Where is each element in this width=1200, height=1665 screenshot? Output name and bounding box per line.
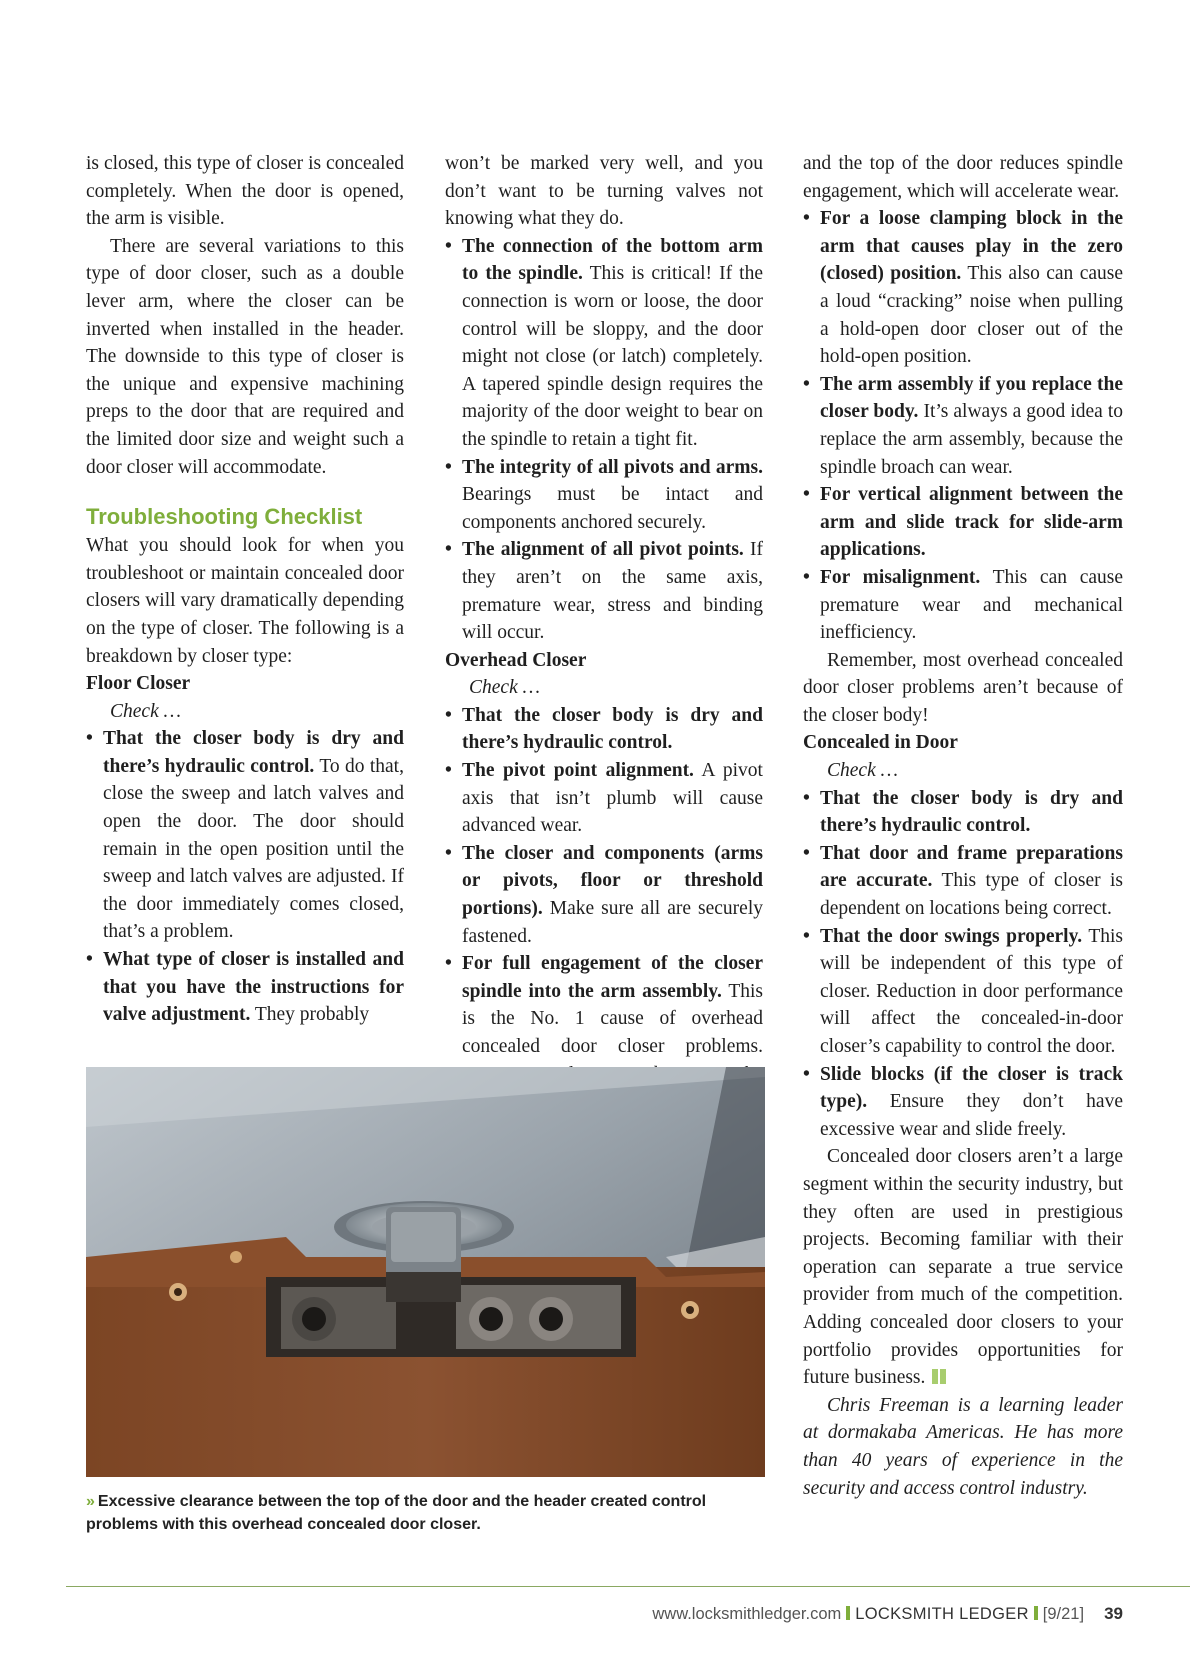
door-closer-illustration	[86, 1067, 765, 1477]
separator-bar	[1034, 1606, 1038, 1620]
list-item: • That the door swings properly. This will be independent of this type of closer. Reduction in door performance will affect the concealed-in-door closer’s capability to control the door.	[803, 923, 1123, 1061]
list-item: • That door and frame preparations are accurate. This type of closer is dependent on locations being correct.	[803, 840, 1123, 923]
list-item: • For full engagement of the closer spindle into the arm assembly. This is the No. 1 cause of overhead concealed door closer problems.	[445, 950, 763, 1116]
paragraph: won’t be marked very well, and you don’t want to be turning valves not knowing what they do.	[445, 153, 763, 230]
page-footer	[652, 1604, 1123, 1624]
list-item: • The connection of the bottom arm to the spindle. This is critical! If the connection is worn or loose, the door control will be sloppy, and the door might not close (or latch) completely. A tapered spindle design requires the majority of the door weight to bear on the spindle to retain a tight fit.	[445, 233, 763, 454]
list-item: • The arm assembly if you replace the closer body. It’s always a good idea to replace the arm assembly, because the spindle broach can wear.	[803, 371, 1123, 481]
footer-publication: LOCKSMITH LEDGER	[855, 1605, 1029, 1623]
list-item: • That the closer body is dry and there’s hydraulic control. To do that, close the sweep and latch valves and open the door. The door should remain in the open position until the sweep and latch valves are adjusted. If the door immediately comes closed, that’s a problem.	[86, 725, 404, 946]
check-label: Check …	[469, 677, 540, 699]
list-item: • For misalignment. This can cause premature wear and mechanical inefficiency.	[803, 564, 1123, 647]
subheading-concealed-in-door: Concealed in Door	[803, 732, 958, 754]
check-label: Check …	[827, 760, 898, 782]
column-1	[86, 150, 404, 1029]
separator-bar	[846, 1606, 850, 1620]
list-item: • The closer and components (arms or pivots, floor or threshold portions). Make sure all are securely fastened.	[445, 840, 763, 950]
checklist	[86, 725, 404, 1029]
list-item: • For vertical alignment between the arm and slide track for slide-arm applications.	[803, 481, 1123, 564]
list-item: • That the closer body is dry and there’s hydraulic control.	[445, 702, 763, 757]
checklist	[803, 205, 1123, 647]
paragraph: is closed, this type of closer is concealed completely. When the door is opened, the arm is visible.	[86, 153, 404, 230]
subheading-floor-closer: Floor Closer	[86, 673, 191, 695]
photo-door-closer	[86, 1067, 765, 1477]
paragraph: Concealed door closers aren’t a large segment within the security industry, but they often are used in prestigious projects. Becoming familiar with their operation can separate a true service provider from much of the competition. Adding concealed door closers to your portfolio provides opportunities for future business.	[803, 1146, 1123, 1389]
checklist	[803, 785, 1123, 1144]
caption-text: Excessive clearance between the top of the door and the header created control problems with this overhead concealed door closer.	[86, 1493, 707, 1533]
list-item: • What type of closer is installed and that you have the instructions for valve adjustment. They probably	[86, 946, 404, 1029]
page-number: 39	[1104, 1604, 1123, 1623]
list-item: • The alignment of all pivot points. If they aren’t on the same axis, premature wear, stress and binding will occur.	[445, 536, 763, 646]
paragraph: and the top of the door reduces spindle engagement, which will accelerate wear.	[803, 153, 1123, 202]
paragraph: What you should look for when you troubleshoot or maintain concealed door closers will vary dramatically depending on the type of closer. The following is a breakdown by closer type:	[86, 535, 404, 667]
end-mark-icon	[940, 1369, 946, 1384]
list-item: • That the closer body is dry and there’s hydraulic control.	[803, 785, 1123, 840]
footer-url[interactable]: www.locksmithledger.com	[652, 1605, 842, 1623]
footer-issue: [9/21]	[1042, 1605, 1085, 1623]
list-item: • Slide blocks (if the closer is track type). Ensure they don’t have excessive wear and slide freely.	[803, 1061, 1123, 1144]
list-item: • For a loose clamping block in the arm that causes play in the zero (closed) position. This also can cause a loud “cracking” noise when pulling a hold-open door closer out of the hold-open position.	[803, 205, 1123, 371]
chevron-right-icon: »	[86, 1493, 95, 1510]
footer-rule	[66, 1586, 1190, 1587]
author-bio: Chris Freeman is a learning leader at dormakaba Americas. He has more than 40 years of experience in the security and access control industry.	[803, 1394, 1123, 1499]
column-3	[803, 150, 1123, 1502]
paragraph: There are several variations to this type of door closer, such as a double lever arm, where the closer can be inverted when installed in the header. The downside to this type of closer is the unique and expensive machining preps to the door that are required and the limited door size and weight such a door closer will accommodate.	[86, 235, 404, 478]
list-item: • The pivot point alignment. A pivot axis that isn’t plumb will cause advanced wear.	[445, 757, 763, 840]
checklist	[445, 233, 763, 647]
paragraph: Remember, most overhead concealed door closer problems aren’t because of the closer body!	[803, 649, 1123, 726]
column-2	[445, 150, 763, 1116]
list-item: • The integrity of all pivots and arms. Bearings must be intact and components anchored securely.	[445, 454, 763, 537]
subheading-overhead-closer: Overhead Closer	[445, 649, 587, 671]
checklist	[445, 702, 763, 1116]
section-heading: Troubleshooting Checklist	[86, 504, 363, 530]
end-mark-icon	[932, 1369, 938, 1384]
photo-caption	[86, 1490, 766, 1536]
check-label: Check …	[110, 700, 181, 722]
